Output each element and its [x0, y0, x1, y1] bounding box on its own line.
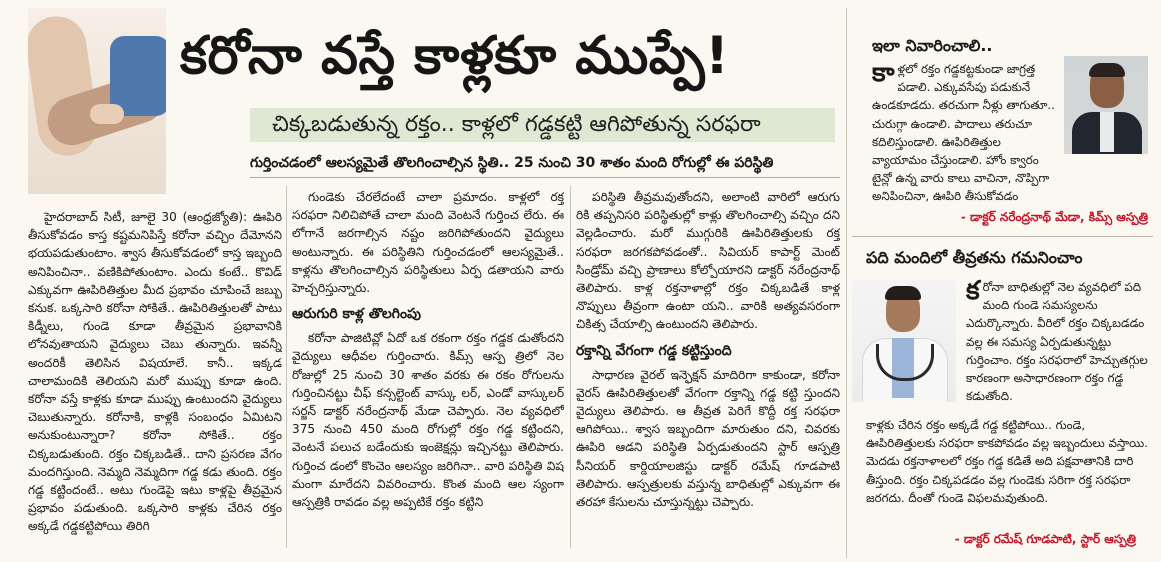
sidebar-box2-text-top	[966, 278, 1152, 412]
dropcap: కా	[872, 60, 895, 88]
photo-hair	[885, 286, 921, 300]
article-paragraph: పరిస్థితి తీవ్రమవుతోందని, అలాంటి వారిలో ఆరుగు రికి తప్పనిసరి పరిస్థితుల్లో కాళ్లు తొలగించాల్సి వచ్చిం దని వెల్లడించారు. మరో ముగ్గురికి ఊపిరితిత్తులకు రక్త సరఫరా జరగకపోవడంతో.. సివియర్ కాపార్ట్ మెంట్ సిండ్రోమ్ వచ్చి ప్రాణాలు కోల్పోయారని డాక్టర్ నరేంద్రనాథ్ తెలిపారు. కాళ్ల రక్తనాళాల్లో రక్తం చిక్కబడితే కాళ్ల నొప్పులు తీవ్రంగా ఉంటా యని.. వారికి అత్యవసరంగా చికిత్స చేయాల్సి ఉంటుందని తెలిపారు.	[576, 190, 840, 332]
leg-photo	[28, 8, 166, 194]
dropcap: క	[966, 278, 980, 306]
sidebar-box1-signature: - డాక్టర్ నరేంద్రనాథ్ మేడా, కిమ్స్ ఆస్పత్రి	[960, 210, 1148, 224]
subheadline: చిక్కబడుతున్న రక్తం.. కాళ్లలో గడ్డకట్టి ఆగిపోతున్న సరఫరా	[250, 108, 835, 142]
sidebar-box1-body: ళ్లలో రక్తం గడ్డకట్టకుండా జాగ్రత్త పడాలి. ఎక్కువసేపు పడుకునే ఉండకూడదు. తరచుగా నీళ్లు తాగుతూ.. చురుగ్గా ఉండాలి. పాదాలు తరుచూ కదిలిస్తుండాలి. ఊపిరితిత్తుల వ్యాయామం చేస్తుండాలి. హోం క్వారం టైన్లో ఉన్న వారు కాలు వాచినా, నొప్పిగా అనిపించినా, ఊపిరి తీసుకోవడం	[872, 62, 1055, 204]
section-subheading: రక్తాన్ని వేగంగా గడ్డ కట్టిస్తుంది	[576, 342, 732, 359]
sidebar-box1-title: ఇలా నివారించాలి..	[872, 36, 993, 55]
sidebar-box2-text-bottom: కాళ్లకు చేరిన రక్తం అక్కడే గడ్డ కట్టిపోయి.. గుండె, ఊపిరితిత్తులకు సరఫరా కాకపోవడం వల్ల ఇబ్బందులు వస్తాయి. మెదడు రక్తనాళాలలో రక్తం గడ్డ కడితే అది పక్షవాతానికి దారి తీస్తుంది. రక్తం చిక్కపడడం వల్ల గుండెకు సరిగా రక్త సరఫరా జరగదు. దీంతో గుండె విఫలమవుతుంది.	[866, 418, 1148, 505]
article-column-1	[28, 208, 282, 552]
article-paragraph: కరోనా పాజిటివ్లో ఏదో ఒక రకంగా రక్తం గడ్డక డుతోందని వైద్యులు ఆధీవల గుర్తించారు. కిమ్స్ ఆస్ప త్రిలో నెల రోజుల్లో 25 నుంచి 30 శాతం వరకు ఈ రకం రోగులను గుర్తించినట్టు చీఫ్ కన్సల్టెంట్ వాస్కు లర్, ఎండో వాస్కులర్ సర్జన్ డాక్టర్ నరేంద్రనాథ్ మేడా చెప్పారు. నెల వ్యవధిలో 375 నుంచి 450 మంది రోగుల్లో రక్తం గడ్డ కట్టిందని, వెంటనే పలుచ బడేందుకు ఇంజెక్షన్లు ఇచ్చినట్టు తెలిపారు. గుర్తించ డంలో కొంచెం ఆలస్యం జరిగినా.. వారి పరిస్థితి విష మంగా మారేదని వివరించారు. కొంత మంది ఆల స్యంగా ఆస్పత్రికి రావడం వల్ల అప్పటికే రక్తం కట్టిని	[292, 331, 564, 510]
article-column-3	[576, 188, 840, 550]
doctor-photo-narendranath	[1064, 56, 1148, 154]
sidebar-box1-text	[872, 60, 1058, 206]
sidebar-box2-body-top: రోనా బాధితుల్లో నెల వ్యవధిలో పది మంది గుండె సమస్యలను ఎదుర్కొన్నారు. వీరిలో రక్తం చిక్కబడడం వల్ల ఈ సమస్య ఏర్పడుతున్నట్టు గుర్తించాం. రక్తం సరఫరాలో హెచ్చుతగ్గుల కారణంగా అసాధారణంగా రక్తం గడ్డ కడుతోంది.	[966, 280, 1148, 404]
column-divider	[286, 186, 287, 548]
photo-shirt	[1100, 112, 1114, 152]
column-divider	[570, 186, 571, 548]
sidebar-divider	[846, 8, 847, 558]
sidebar-box2-title: పది మందిలో తీవ్రతను గమనించాం	[866, 248, 1083, 267]
article-paragraph: గుండెకు చేరలేదంటే చాలా ప్రమాదం. కాళ్లలో రక్త సరఫరా నిలిచిపోతే చాలా మంది వెంటనే గుర్తించ లేరు. ఈ లోగానే జరగాల్సిన నష్టం జరిగిపోతుందని వైద్యులు అంటున్నారు. ఈ పరిస్థితిని గుర్తించడంలో ఆలస్యమైతే.. కాళ్లను తొలగించాల్సిన పరిస్థితులు ఏర్ప డతాయని వారు హెచ్చరిస్తున్నారు.	[292, 190, 564, 296]
deck-rule	[250, 177, 840, 178]
article-column-2	[292, 188, 564, 550]
photo-shorts	[110, 36, 166, 116]
section-subheading: ఆరుగురి కాళ్ల తొలగింపు	[292, 306, 422, 323]
photo-hand	[90, 104, 124, 124]
headline: కరోనా వస్తే కాళ్లకూ ముప్పే!	[180, 26, 730, 86]
sidebar-box2-signature: - డాక్టర్ రమేష్ గూడపాటి, స్టార్ ఆస్పత్రి	[954, 532, 1136, 546]
doctor-photo-ramesh	[852, 280, 956, 402]
article-paragraph: హైదరాబాద్ సిటీ, జూలై 30 (ఆంధ్రజ్యోతి): ఊపిరి తీసుకోవడం కాస్త కష్టమనిపిస్తే కరోనా వచ్చిం దేమోనని భయపడుతుంటాం. శ్వాస తీసుకోవడంలో కాస్త ఇబ్బంది అనిపించినా.. వణికిపోతుంటాం. ఎందు కంటే.. కొవిడ్ ఎక్కువగా ఊపిరితిత్తుల మీద ప్రభావం చూపించే జబ్బు కనుక. ఒక్కసారి కరోనా సోకితే.. ఊపిరితిత్తులతో పాటు కిడ్నీలు, గుండె కూడా తీవ్రమైన ప్రభావానికి లోనవుతాయని వైద్యులు చెబు తున్నారు. ఇవన్నీ అందరికీ తెలిసిన విషయాలే. కానీ.. ఇక్కడ చాలామందికి తెలియని మరో ముప్పు కూడా ఉంది. కరోనా వస్తే కాళ్లకు కూడా ముప్పు ఉంటుందని వైద్యులు చెబుతున్నారు. కరోనాకి, కాళ్లకి సంబంధం ఏమిటని అనుకుంటున్నారా? కరోనా సోకితే.. రక్తం చిక్కబడుతుంది. రక్తం చిక్కబడితే.. దాని ప్రసరణ వేగం మందగిస్తుంది. నెమ్మది నెమ్మదిగా గడ్డ కడు తుంది. రక్తం గడ్డ కట్టిందంటే.. అటు గుండెపై ఇటు కాళ్లపై తీవ్రమైన ప్రభావం పడుతుంది. ఒక్కసారి కాళ్లకు చేరిన రక్తం అక్కడే గడ్డకట్టిపోయి తిరిగి	[28, 210, 282, 534]
article-paragraph: సాధారణ వైరల్ ఇన్ఫెక్షన్ మాదిరిగా కాకుండా, కరోనా వైరస్ ఊపిరితిత్తులతో వేగంగా రక్తాన్ని గడ్డ కట్టి స్తుందని వైద్యులు తెలిపారు. ఆ తీవ్రత పెరిగే కొద్దీ రక్త సరఫరా ఆగిపోయి.. శ్వాస ఇబ్బందిగా మారుతుం దని, చివరకు ఊపిరి ఆడని పరిస్థితి ఏర్పడుతుందని స్టార్ ఆస్పత్రి సీనియర్ కార్డియాలజిస్టు డాక్టర్ రమేష్ గూడపాటి తెలిపారు. ఆస్పత్రులకు వస్తున్న బాధితుల్లో ఎక్కువగా ఈ తరహా కేసులను చూస్తున్నట్టు చెప్పారు.	[576, 367, 840, 510]
photo-hair	[1089, 63, 1125, 77]
sidebar-rule	[852, 236, 1153, 237]
deck-line: గుర్తించడంలో ఆలస్యమైతే తొలగించాల్సిన స్థితి.. 25 నుంచి 30 శాతం మంది రోగుల్లో ఈ పరిస్థితి	[250, 155, 774, 171]
